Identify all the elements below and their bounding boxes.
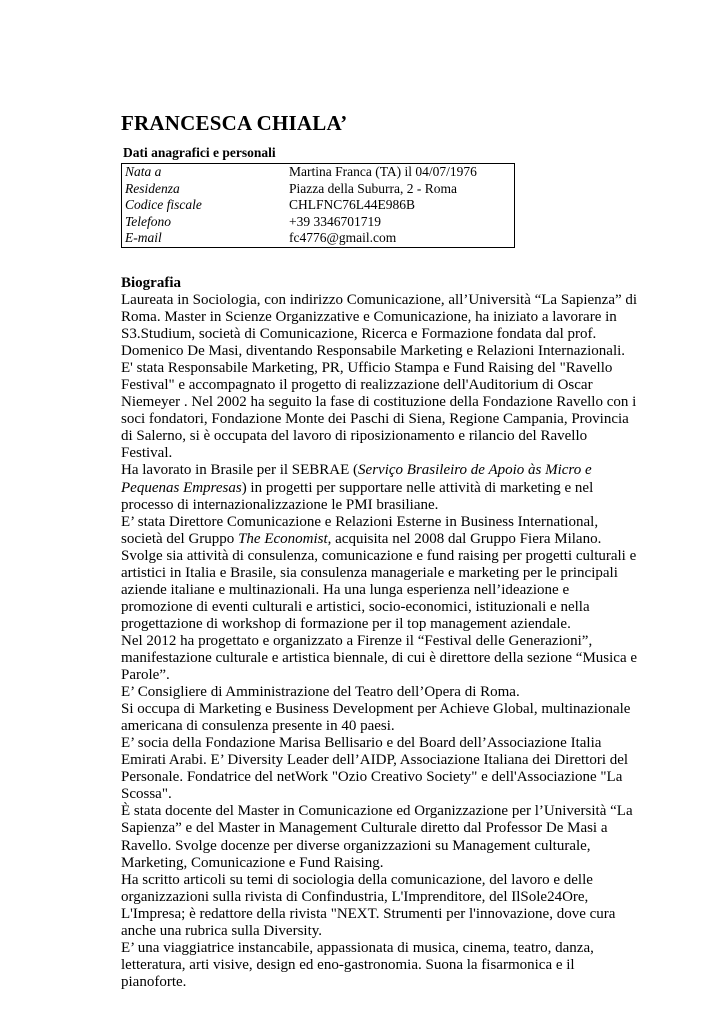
bio-italic-text: The Economist — [238, 530, 328, 547]
row-label: E-mail — [125, 230, 162, 246]
bio-text: E’ stata Direttore Comunicazione e Relazioni Esterne in Business International, società del Gruppo — [121, 513, 599, 547]
bio-italic-text: Serviço Brasileiro de Apoio às Micro e Pequenas Empresas — [121, 462, 592, 496]
row-label: Nata a — [125, 164, 162, 179]
row-value: +39 3346701719 — [289, 213, 381, 229]
table-row — [122, 197, 515, 214]
bio-text: ) in progetti per supportare nelle attività di marketing e nel processo di internazionalizzazione le PMI brasiliane. — [121, 479, 594, 513]
bio-paragraph — [121, 514, 639, 548]
table-row — [122, 230, 515, 247]
bio-paragraph — [121, 462, 639, 513]
row-value: Martina Franca (TA) il 04/07/1976 — [289, 164, 477, 179]
bio-text: , acquisita nel 2008 dal Gruppo Fiera Milano. — [327, 530, 602, 547]
bio-paragraph: E' stata Responsabile Marketing, PR, Ufficio Stampa e Fund Raising del "Ravello Festival" e accompagnato il progetto di realizzazione dell'Auditorium di Oscar Niemeyer . Nel 2002 ha seguito la fase di costituzione della Fondazione Ravello con i soci fondatori, Fondazione Monte dei Paschi di Siena, Regione Campania, Provincia di Salerno, si è occupata del lavoro di riposizionamento e rilancio del Ravello Festival. — [121, 360, 637, 462]
row-value: Piazza della Suburra, 2 - Roma — [289, 180, 457, 196]
bio-paragraph: E’ Consigliere di Amministrazione del Teatro dell’Opera di Roma. — [121, 684, 520, 701]
bio-paragraph: Ha scritto articoli su temi di sociologia della comunicazione, del lavoro e delle organizzazioni sulla rivista di Confindustria, L'Imprenditore, del IlSole24Ore, L'Impresa; è redattore della rivista "NEXT. Strumenti per l'innovazione, dove cura anche una rubrica sulla Diversity. — [121, 871, 616, 939]
row-label: Residenza — [125, 180, 180, 196]
table-row — [122, 214, 515, 231]
row-label: Codice fiscale — [125, 197, 202, 213]
bio-paragraph: È stata docente del Master in Comunicazione ed Organizzazione per l’Università “La Sapienza” e del Master in Management Culturale diretto dal Professor De Masi a Ravello. Svolge docenze per diverse organizzazioni su Management culturale, Marketing, Comunicazione e Fund Raising. — [121, 803, 633, 871]
bio-paragraph: E’ una viaggiatrice instancabile, appassionata di musica, cinema, teatro, danza, letteratura, arti visive, design ed eno-gastronomia. Suona la fisarmonica e il pianoforte. — [121, 939, 594, 990]
row-label: Telefono — [125, 213, 172, 229]
personal-data-table — [121, 163, 515, 248]
personal-data-heading: Dati anagrafici e personali — [123, 145, 276, 160]
table-row — [122, 164, 515, 181]
table-row — [122, 181, 515, 198]
email-value: fc4776@gmail.com — [289, 230, 397, 246]
bio-paragraph: Svolge sia attività di consulenza, comunicazione e fund raising per progetti culturali e artistici in Italia e Brasile, sia consulenza manageriale e marketing per le principali aziende italiane e multinazionali. Ha una lunga esperienza nell’ideazione e promozione di eventi culturali e artistici, socio-economici, istituzionali e nella progettazione di workshop di formazione per il top management aziendale. — [121, 547, 637, 632]
row-value: CHLFNC76L44E986B — [289, 197, 416, 213]
bio-text: Ha lavorato in Brasile per il SEBRAE ( — [121, 462, 359, 479]
bio-paragraph: Laureata in Sociologia, con indirizzo Comunicazione, all’Università “La Sapienza” di Roma. Master in Scienze Organizzative e Comunicazione, ha iniziato a lavorare in S3.Studium, società di Comunicazione, Ricerca e Formazione fondata dal prof. Domenico De Masi, diventando Responsabile Marketing e Relazioni Internazionali. — [121, 292, 638, 360]
biography-heading: Biografia — [121, 275, 181, 291]
biography-section — [121, 274, 639, 991]
page-title: FRANCESCA CHIALA’ — [121, 111, 348, 135]
bio-paragraph: Nel 2012 ha progettato e organizzato a Firenze il “Festival delle Generazioni”, manifestazione culturale e artistica biennale, di cui è direttore della sezione “Musica e Parole”. — [121, 632, 638, 684]
bio-paragraph: E’ socia della Fondazione Marisa Bellisario e del Board dell’Associazione Italia Emirati Arabi. E’ Diversity Leader dell’AIDP, Associazione Italiana dei Direttori del Personale. Fondatrice del netWork "Ozio Creativo Society" e dell'Associazione "La Scossa". — [121, 735, 629, 803]
bio-paragraph: Si occupa di Marketing e Business Development per Achieve Global, multinazionale americana di consulenza presente in 40 paesi. — [121, 701, 631, 735]
